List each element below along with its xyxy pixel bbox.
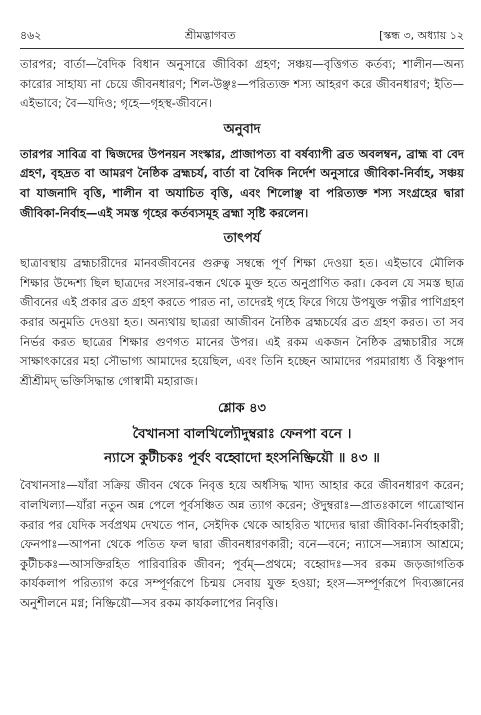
translation-text: তারপর সাবিত্র বা দ্বিজদের উপনয়ন সংস্কার, প্রাজাপত্য বা বর্ষব্যাপী ব্রত অবলম্বন, ব্রাহ্ম বা বেদ গ্রহণ, বৃহদ্রত বা আমরণ নৈষ্ঠিক ব্রহ্মচর্য, বার্তা বা বৈদিক নির্দেশ অনুসারে জীবিকা-নির্বাহ, সঞ্চয় বা যাজনাদি বৃত্তি, শালীন বা অযাচিত বৃত্তি, এবং শিলোঞ্ছ বা পরিত্যক্ত শস্য সংগ্রহের দ্বারা জীবিকা-নির্বাহ—এই সমস্ত গৃহের কর্তব্যসমূহ ব্রহ্মা সৃষ্টি করলেন।	[20, 146, 464, 220]
verse-line-1: বৈখানসা বালখিল্যৌদুম্বরাঃ ফেনপা বনে ।	[132, 426, 352, 443]
synonyms-paragraph: তারপর; বার্তা—বৈদিক বিধান অনুসারে জীবিকা গ্রহণ; সঞ্চয়—বৃত্তিগত কর্তব্য; শালীন—অন্য কারোর সাহায্য না চেয়ে জীবনধারণ; শিল-উঞ্ছঃ—পরিত্যক্ত শস্য আহরণ করে জীবনধারণ; ইতি—এইভাবে; বৈ—যদিও; গৃহে—গৃহস্থ-জীবনে।	[20, 57, 464, 111]
translation-heading: অনুবাদ	[223, 121, 261, 137]
page-header	[20, 28, 464, 46]
verse-block	[20, 399, 464, 470]
verse-line-2: ন্যাসে কুটীচকঃ পূর্বং বহ্বোদো হংসনিষ্ক্রিয়ৌ ॥ ৪৩ ॥	[104, 450, 380, 467]
running-title: শ্রীমদ্ভাগবত	[185, 29, 236, 42]
purport-heading: তাৎপর্য	[223, 231, 261, 247]
word-meanings-paragraph: বৈখানসাঃ—যাঁরা সক্রিয় জীবন থেকে নিবৃত্ত হয়ে অর্ধসিদ্ধ খাদ্য আহার করে জীবনধারণ করেন; বালখিল্যা—যাঁরা নতুন অন্ন পেলে পূর্বসঞ্চিত অন্ন ত্যাগ করেন; ঔদুম্বরাঃ—প্রাতঃকালে গাত্রোত্থান করার পর যেদিক সর্বপ্রথম দেখতে পান, সেইদিক থেকে আহরিত খাদ্যের দ্বারা জীবিকা-নির্বাহকারী; ফেনপাঃ—আপনা থেকে পতিত ফল দ্বারা জীবনধারণকারী; বনে—বনে; ন্যাসে—সন্ন্যাস আশ্রমে; কুটীচকঃ—আসক্তিরহিত পারিবারিক জীবন; পূর্বম্—প্রথমে; বহ্বোদঃ—সব রকম জড়জাগতিক কার্যকলাপ পরিত্যাগ করে সম্পূর্ণরূপে চিন্ময় সেবায় যুক্ত হওয়া; হংস—সম্পূর্ণরূপে দিব্যজ্ঞানের অনুশীলনে মগ্ন; নিষ্ক্রিয়ৌ—সব রকম কার্যকলাপের নিবৃত্তি।	[20, 478, 464, 610]
purport-text: ছাত্রাবস্থায় ব্রহ্মচারীদের মানবজীবনের গুরুত্ব সম্বন্ধে পূর্ণ শিক্ষা দেওয়া হত। এইভাবে মৌলিক শিক্ষার উদ্দেশ্য ছিল ছাত্রদের সংসার-বন্ধন থেকে মুক্ত হতে অনুপ্রাণিত করা। কেবল যে সমস্ত ছাত্র জীবনের এই প্রকার ব্রত গ্রহণ করতে পারত না, তাদেরই গৃহে ফিরে গিয়ে উপযুক্ত পত্নীর পাণিগ্রহণ করার অনুমতি দেওয়া হত। অন্যথায় ছাত্ররা আজীবন নৈষ্ঠিক ব্রহ্মচর্যের ব্রত গ্রহণ করত। তা সব নির্ভর করত ছাত্রের শিক্ষার গুণগত মানের উপর। এই রকম একজন নৈষ্ঠিক ব্রহ্মচারীর সঙ্গে সাক্ষাৎকারের মহা সৌভাগ্য আমাদের হয়েছিল, এবং তিনি হচ্ছেন আমাদের পরমারাধ্য ওঁ বিষ্ণুপাদ শ্রীশ্রীমদ্ ভক্তিসিদ্ধান্ত গোস্বামী মহারাজ।	[20, 256, 464, 388]
book-page	[20, 28, 464, 613]
section-reference: [স্কন্ধ ৩, অধ্যায় ১২	[379, 29, 464, 42]
header-divider	[20, 48, 464, 49]
verse-number: শ্লোক ৪৩	[217, 401, 267, 417]
page-number: ৪৬২	[20, 29, 42, 42]
